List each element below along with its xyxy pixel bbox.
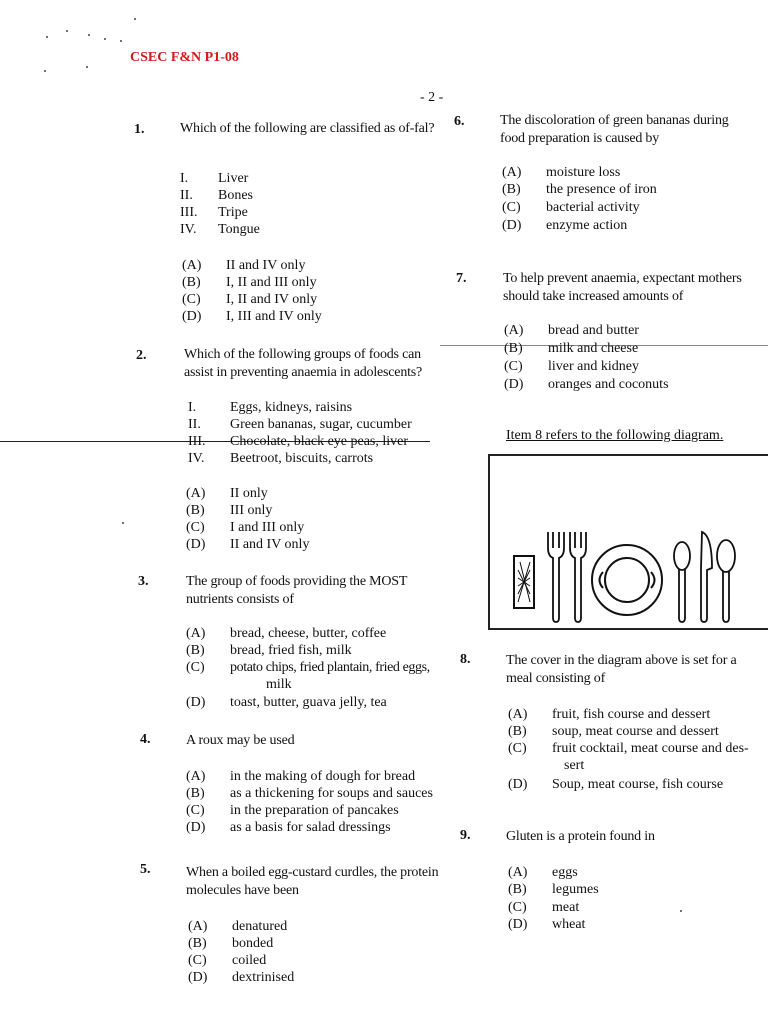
- option-text: the presence of iron: [546, 182, 657, 197]
- option-text: in the preparation of pancakes: [230, 803, 399, 818]
- option-letter: (B): [186, 643, 205, 658]
- knife-icon: [701, 532, 712, 622]
- option-letter: (C): [186, 660, 205, 675]
- answer-option[interactable]: [186, 502, 272, 519]
- option-letter: (D): [188, 970, 208, 985]
- answer-option[interactable]: [186, 785, 433, 802]
- answer-option[interactable]: [188, 952, 266, 969]
- item-8-reference-note: Item 8 refers to the following diagram.: [506, 428, 724, 443]
- answer-option[interactable]: [186, 485, 268, 502]
- roman-text: Eggs, kidneys, raisins: [230, 400, 353, 415]
- question-text: Which of the following groups of foods can assist in preventing anaemia in adolescents?: [184, 347, 423, 380]
- roman-text: Chocolate, black eye peas, liver: [230, 434, 409, 449]
- answer-option[interactable]: [186, 768, 415, 785]
- question-text: A roux may be used: [186, 733, 295, 748]
- roman-text: Bones: [218, 188, 253, 203]
- roman-text: Tripe: [218, 205, 248, 220]
- option-letter: (C): [502, 200, 521, 215]
- roman-numeral: I.: [180, 171, 189, 186]
- option-letter: (C): [188, 953, 207, 968]
- roman-numeral: III.: [180, 205, 198, 220]
- roman-item: [188, 416, 412, 433]
- roman-item: [180, 170, 248, 187]
- scan-speck: [120, 40, 122, 42]
- option-text: eggs: [552, 865, 578, 880]
- option-text: in the making of dough for bread: [230, 769, 416, 784]
- scan-speck: [44, 70, 46, 72]
- option-text: III only: [230, 503, 273, 518]
- option-letter: (B): [508, 724, 527, 739]
- option-letter: (C): [504, 359, 523, 374]
- option-letter: (C): [186, 803, 205, 818]
- question-text: The cover in the diagram above is set for a meal consisting of: [506, 653, 737, 686]
- option-letter: (B): [182, 275, 201, 290]
- answer-option[interactable]: [502, 181, 657, 198]
- option-text: coiled: [232, 953, 267, 968]
- roman-text: Tongue: [218, 222, 260, 237]
- question-text: When a boiled egg-custard curdles, the protein molecules have been: [186, 865, 439, 898]
- roman-item: [188, 399, 352, 416]
- option-letter: (A): [508, 707, 528, 722]
- option-text: bread and butter: [548, 323, 639, 338]
- option-text: toast, butter, guava jelly, tea: [230, 695, 387, 710]
- answer-option[interactable]: [182, 308, 322, 325]
- scan-speck: [680, 910, 682, 912]
- option-text: potato chips, fried plantain, fried eggs,: [230, 660, 430, 675]
- question-number: 4.: [140, 732, 151, 747]
- answer-option[interactable]: [508, 864, 578, 881]
- answer-option[interactable]: [188, 935, 273, 952]
- option-letter: (C): [186, 520, 205, 535]
- roman-numeral: IV.: [180, 222, 197, 237]
- roman-item: [180, 204, 248, 221]
- question-number: 2.: [136, 348, 147, 363]
- napkin-icon: [514, 556, 534, 608]
- option-text: milk and cheese: [548, 341, 639, 356]
- answer-option[interactable]: [186, 519, 304, 536]
- scan-speck: [134, 18, 136, 20]
- answer-option[interactable]: [182, 257, 305, 274]
- option-text: bonded: [232, 936, 274, 951]
- question-number: 9.: [460, 828, 471, 843]
- answer-option[interactable]: [502, 199, 640, 216]
- question-number: 8.: [460, 652, 471, 667]
- answer-option[interactable]: [504, 340, 638, 357]
- option-text: II only: [230, 486, 268, 501]
- answer-option[interactable]: [182, 291, 317, 308]
- answer-option[interactable]: [504, 322, 639, 339]
- option-text: bread, cheese, butter, coffee: [230, 626, 387, 641]
- answer-option[interactable]: [186, 642, 352, 659]
- option-text: bread, fried fish, milk: [230, 643, 352, 658]
- question-number: 7.: [456, 271, 467, 286]
- answer-option[interactable]: [186, 802, 399, 819]
- answer-option[interactable]: [186, 819, 391, 836]
- answer-option[interactable]: [186, 536, 309, 553]
- option-text: moisture loss: [546, 165, 621, 180]
- scan-speck: [104, 38, 106, 40]
- table-setting-diagram: [490, 456, 768, 632]
- fork-icon: [570, 532, 586, 622]
- spoon-icon: [717, 540, 735, 622]
- roman-item: [188, 433, 408, 450]
- roman-numeral: II.: [188, 417, 201, 432]
- question-text: The discoloration of green bananas during food preparation is caused by: [500, 113, 729, 146]
- roman-text: Green bananas, sugar, cucumber: [230, 417, 412, 432]
- option-letter: (B): [504, 341, 523, 356]
- fork-icon: [548, 532, 564, 622]
- roman-numeral: III.: [188, 434, 206, 449]
- answer-option[interactable]: [186, 694, 387, 711]
- answer-option[interactable]: [502, 217, 627, 234]
- option-letter: (B): [508, 882, 527, 897]
- answer-option[interactable]: [186, 625, 386, 642]
- roman-numeral: II.: [180, 188, 193, 203]
- option-text: I, II and IV only: [226, 292, 318, 307]
- option-letter: (A): [188, 919, 208, 934]
- option-letter: (A): [508, 865, 528, 880]
- question-number: 6.: [454, 114, 465, 129]
- question-number: 3.: [138, 574, 149, 589]
- option-text: II and IV only: [230, 537, 310, 552]
- scan-speck: [86, 66, 88, 68]
- question-number: 1.: [134, 122, 145, 137]
- dinner-plate-icon: [592, 545, 662, 615]
- roman-item: [188, 450, 373, 467]
- option-letter: (D): [186, 537, 206, 552]
- roman-item: [180, 221, 260, 238]
- option-text: enzyme action: [546, 218, 628, 233]
- option-letter: (C): [508, 741, 527, 756]
- option-letter: (B): [502, 182, 521, 197]
- cover-diagram-frame: [488, 454, 768, 630]
- option-letter: (C): [508, 900, 527, 915]
- answer-option[interactable]: [186, 659, 430, 676]
- scan-speck: [66, 30, 68, 32]
- option-letter: (A): [186, 486, 206, 501]
- question-text: The group of foods providing the MOST nutrients consists of: [186, 574, 407, 607]
- option-text: legumes: [552, 882, 599, 897]
- answer-option[interactable]: [508, 899, 579, 916]
- option-letter: (D): [186, 820, 206, 835]
- answer-option[interactable]: [508, 916, 585, 933]
- option-letter: (B): [188, 936, 207, 951]
- option-letter: (D): [186, 695, 206, 710]
- answer-option[interactable]: [504, 376, 669, 393]
- option-letter: (C): [182, 292, 201, 307]
- option-text: I, II and III only: [226, 275, 317, 290]
- option-letter: (D): [504, 377, 524, 392]
- option-letter: (D): [502, 218, 522, 233]
- paper-code: CSEC F&N P1-08: [130, 50, 239, 65]
- option-letter: (B): [186, 786, 205, 801]
- option-letter: (A): [182, 258, 202, 273]
- answer-option[interactable]: [508, 776, 723, 793]
- option-text: denatured: [232, 919, 288, 934]
- scan-speck: [46, 36, 48, 38]
- option-letter: (B): [186, 503, 205, 518]
- roman-text: Beetroot, biscuits, carrots: [230, 451, 374, 466]
- question-text: Which of the following are classified as of-fal?: [180, 121, 435, 136]
- option-text: bacterial activity: [546, 200, 640, 215]
- option-letter: (A): [502, 165, 522, 180]
- option-text: meat: [552, 900, 580, 915]
- option-text: II and IV only: [226, 258, 306, 273]
- option-text: fruit, fish course and dessert: [552, 707, 711, 722]
- option-letter: (D): [508, 777, 528, 792]
- option-text: fruit cocktail, meat course and des-: [552, 741, 749, 756]
- option-text: wheat: [552, 917, 586, 932]
- option-letter: (A): [504, 323, 524, 338]
- option-letter: (D): [182, 309, 202, 324]
- answer-option[interactable]: [182, 274, 317, 291]
- option-text: Soup, meat course, fish course: [552, 777, 724, 792]
- question-number: 5.: [140, 862, 151, 877]
- roman-text: Liver: [218, 171, 249, 186]
- roman-numeral: I.: [188, 400, 197, 415]
- option-text-continuation: sert: [564, 758, 585, 773]
- answer-option[interactable]: [508, 740, 749, 757]
- option-text: soup, meat course and dessert: [552, 724, 719, 739]
- answer-option[interactable]: [508, 706, 710, 723]
- answer-option[interactable]: [188, 918, 287, 935]
- question-text: Gluten is a protein found in: [506, 829, 655, 844]
- answer-option[interactable]: [504, 358, 639, 375]
- option-letter: (D): [508, 917, 528, 932]
- scan-speck: [88, 34, 90, 36]
- question-text: To help prevent anaemia, expectant mothers should take increased amounts of: [503, 271, 742, 304]
- page-number: - 2 -: [420, 90, 444, 105]
- option-text: dextrinised: [232, 970, 295, 985]
- option-letter: (A): [186, 769, 206, 784]
- answer-option[interactable]: [502, 164, 620, 181]
- roman-item: [180, 187, 253, 204]
- answer-option[interactable]: [508, 723, 719, 740]
- scan-speck: [122, 522, 124, 524]
- option-text-continuation: milk: [266, 677, 292, 692]
- spoon-icon: [674, 542, 690, 622]
- roman-numeral: IV.: [188, 451, 205, 466]
- option-text: as a thickening for soups and sauces: [230, 786, 433, 801]
- answer-option[interactable]: [508, 881, 599, 898]
- answer-option[interactable]: [188, 969, 294, 986]
- option-letter: (A): [186, 626, 206, 641]
- option-text: oranges and coconuts: [548, 377, 669, 392]
- option-text: as a basis for salad dressings: [230, 820, 391, 835]
- option-text: liver and kidney: [548, 359, 639, 374]
- option-text: I, III and IV only: [226, 309, 322, 324]
- option-text: I and III only: [230, 520, 305, 535]
